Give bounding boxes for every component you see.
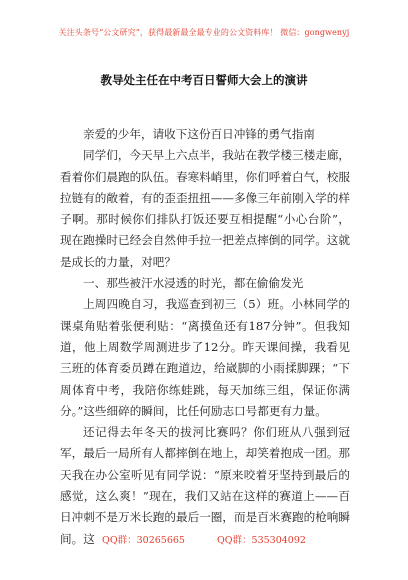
header-notice: 关注头条号“公文研究”，获得最新最全最专业的公文资料库！ 微信：gongwenyj [58,28,350,37]
paragraph-tug-of-war: 还记得去年冬天的拔河比赛吗？你们班从八强到冠军，最后一局所有人都摔倒在地上，却笑着抱成一团。那天我在办公室听见有同学说：“原来咬着牙坚持到最后的感觉，这么爽！”现在，我们又站在这样的赛道上——百日冲刺不是万米长跑的最后一圈，而是百米赛跑的枪响瞬间。这 [60,425,350,546]
footer [0,532,408,546]
paragraph-morning-run: 同学们，今天早上六点半，我站在教学楼三楼走廊，看着你们晨跑的队伍。春寒料峭里，你们呼着白气，校服拉链有的敞着，有的歪歪扭扭——多像三年前刚入学的样子啊。那时候你们排队打饭还要互相提醒“小心台阶”，现在跑操时已经会自然伸手拉一把差点摔倒的同学。这就是成长的力量，对吧？ [60,148,350,269]
document-body [60,124,350,550]
paragraph-class-visit: 上周四晚自习，我巡查到初三（5）班。小林同学的课桌角贴着张便利贴：“离摸鱼还有187分钟”。但我知道，他上周数学周测进步了12分。昨天课间操，我看见三班的体育委员蹲在跑道边，给崴脚的小雨揉脚踝；“下周体育中考，我陪你练蛙跳，每天加练三组，保证你满分。”这些细碎的瞬间，比任何励志口号都更有力量。 [60,297,350,418]
section-heading-1: 一、那些被汗水浸透的时光，都在偷偷发光 [83,276,304,291]
paragraph-greeting: 亲爱的少年，请收下这份百日冲锋的勇气指南 [83,127,315,141]
document-title: 教导处主任在中考百日誓师大会上的演讲 [100,73,308,87]
footer-qq-group-1: QQ群：30265665 [102,535,185,546]
footer-qq-group-2: QQ群：535304092 [216,535,306,546]
